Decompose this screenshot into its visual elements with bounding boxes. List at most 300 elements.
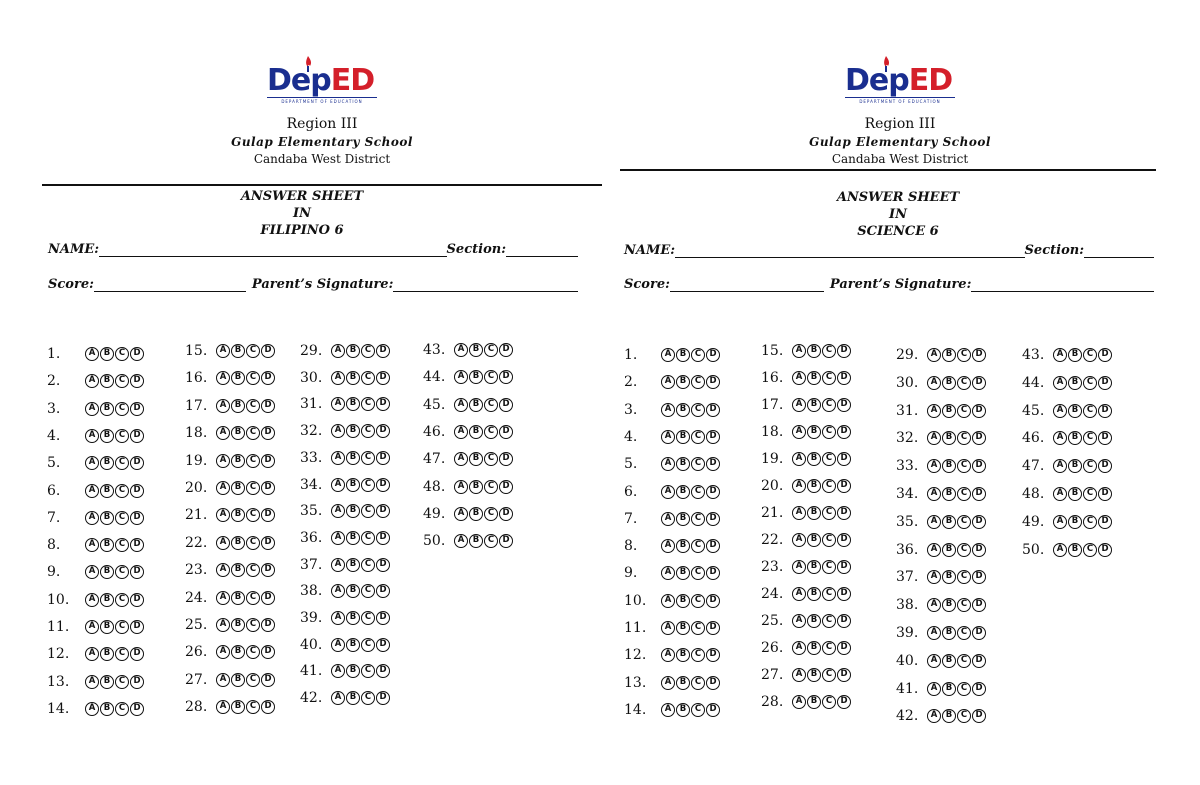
- bubble-c[interactable]: C: [484, 507, 498, 521]
- bubble-c[interactable]: C: [246, 673, 260, 687]
- bubble-d[interactable]: D: [376, 371, 390, 385]
- bubble-b[interactable]: B: [346, 531, 360, 545]
- bubble-a[interactable]: A: [1053, 404, 1067, 418]
- bubble-a[interactable]: A: [331, 504, 345, 518]
- bubble-d[interactable]: D: [376, 584, 390, 598]
- bubble-b[interactable]: B: [942, 709, 956, 723]
- bubble-a[interactable]: A: [792, 695, 806, 709]
- bubble-c[interactable]: C: [484, 398, 498, 412]
- bubble-b[interactable]: B: [231, 399, 245, 413]
- bubble-d[interactable]: D: [130, 565, 144, 579]
- bubble-b[interactable]: B: [469, 507, 483, 521]
- bubble-b[interactable]: B: [942, 626, 956, 640]
- bubble-c[interactable]: C: [361, 664, 375, 678]
- bubble-a[interactable]: A: [792, 641, 806, 655]
- bubble-d[interactable]: D: [837, 560, 851, 574]
- bubble-c[interactable]: C: [115, 484, 129, 498]
- bubble-a[interactable]: A: [331, 558, 345, 572]
- bubble-c[interactable]: C: [822, 398, 836, 412]
- bubble-a[interactable]: A: [792, 587, 806, 601]
- bubble-a[interactable]: A: [216, 481, 230, 495]
- bubble-d[interactable]: D: [261, 399, 275, 413]
- bubble-b[interactable]: B: [676, 648, 690, 662]
- bubble-d[interactable]: D: [837, 641, 851, 655]
- bubble-d[interactable]: D: [261, 618, 275, 632]
- bubble-c[interactable]: C: [957, 376, 971, 390]
- bubble-a[interactable]: A: [661, 457, 675, 471]
- bubble-d[interactable]: D: [499, 452, 513, 466]
- bubble-c[interactable]: C: [822, 533, 836, 547]
- bubble-d[interactable]: D: [706, 375, 720, 389]
- bubble-a[interactable]: A: [927, 598, 941, 612]
- bubble-c[interactable]: C: [115, 620, 129, 634]
- score-field[interactable]: [94, 278, 246, 292]
- bubble-c[interactable]: C: [822, 587, 836, 601]
- bubble-b[interactable]: B: [942, 570, 956, 584]
- bubble-c[interactable]: C: [1083, 404, 1097, 418]
- bubble-a[interactable]: A: [927, 431, 941, 445]
- bubble-a[interactable]: A: [216, 371, 230, 385]
- bubble-c[interactable]: C: [484, 370, 498, 384]
- bubble-b[interactable]: B: [469, 343, 483, 357]
- bubble-a[interactable]: A: [216, 508, 230, 522]
- bubble-a[interactable]: A: [454, 507, 468, 521]
- bubble-d[interactable]: D: [972, 348, 986, 362]
- bubble-a[interactable]: A: [661, 648, 675, 662]
- bubble-a[interactable]: A: [85, 593, 99, 607]
- bubble-a[interactable]: A: [216, 344, 230, 358]
- bubble-b[interactable]: B: [942, 487, 956, 501]
- bubble-a[interactable]: A: [216, 563, 230, 577]
- bubble-a[interactable]: A: [927, 376, 941, 390]
- bubble-b[interactable]: B: [807, 614, 821, 628]
- bubble-c[interactable]: C: [115, 456, 129, 470]
- bubble-d[interactable]: D: [837, 344, 851, 358]
- bubble-b[interactable]: B: [942, 459, 956, 473]
- bubble-c[interactable]: C: [1083, 543, 1097, 557]
- bubble-b[interactable]: B: [100, 675, 114, 689]
- bubble-d[interactable]: D: [972, 682, 986, 696]
- signature-field[interactable]: [971, 278, 1154, 292]
- bubble-b[interactable]: B: [1068, 515, 1082, 529]
- bubble-d[interactable]: D: [499, 507, 513, 521]
- bubble-a[interactable]: A: [927, 709, 941, 723]
- bubble-d[interactable]: D: [706, 566, 720, 580]
- bubble-c[interactable]: C: [361, 424, 375, 438]
- bubble-c[interactable]: C: [484, 343, 498, 357]
- bubble-c[interactable]: C: [691, 594, 705, 608]
- bubble-a[interactable]: A: [661, 430, 675, 444]
- bubble-a[interactable]: A: [331, 584, 345, 598]
- bubble-b[interactable]: B: [346, 691, 360, 705]
- bubble-d[interactable]: D: [1098, 543, 1112, 557]
- bubble-d[interactable]: D: [706, 539, 720, 553]
- bubble-a[interactable]: A: [85, 347, 99, 361]
- bubble-d[interactable]: D: [837, 398, 851, 412]
- bubble-d[interactable]: D: [130, 402, 144, 416]
- bubble-b[interactable]: B: [469, 370, 483, 384]
- bubble-c[interactable]: C: [115, 429, 129, 443]
- bubble-c[interactable]: C: [957, 543, 971, 557]
- bubble-b[interactable]: B: [676, 512, 690, 526]
- bubble-b[interactable]: B: [807, 668, 821, 682]
- bubble-c[interactable]: C: [246, 591, 260, 605]
- name-field[interactable]: [99, 243, 446, 257]
- bubble-c[interactable]: C: [822, 641, 836, 655]
- bubble-a[interactable]: A: [331, 664, 345, 678]
- bubble-d[interactable]: D: [1098, 348, 1112, 362]
- bubble-a[interactable]: A: [85, 484, 99, 498]
- bubble-a[interactable]: A: [792, 479, 806, 493]
- bubble-a[interactable]: A: [661, 703, 675, 717]
- bubble-a[interactable]: A: [927, 682, 941, 696]
- bubble-b[interactable]: B: [807, 587, 821, 601]
- bubble-d[interactable]: D: [130, 456, 144, 470]
- bubble-b[interactable]: B: [231, 591, 245, 605]
- bubble-c[interactable]: C: [822, 695, 836, 709]
- bubble-a[interactable]: A: [927, 348, 941, 362]
- bubble-c[interactable]: C: [1083, 348, 1097, 362]
- bubble-d[interactable]: D: [130, 484, 144, 498]
- bubble-a[interactable]: A: [1053, 515, 1067, 529]
- bubble-b[interactable]: B: [100, 429, 114, 443]
- bubble-d[interactable]: D: [130, 620, 144, 634]
- bubble-b[interactable]: B: [676, 485, 690, 499]
- bubble-b[interactable]: B: [1068, 404, 1082, 418]
- bubble-b[interactable]: B: [942, 654, 956, 668]
- bubble-d[interactable]: D: [972, 515, 986, 529]
- bubble-c[interactable]: C: [246, 344, 260, 358]
- bubble-a[interactable]: A: [661, 676, 675, 690]
- bubble-b[interactable]: B: [346, 611, 360, 625]
- bubble-a[interactable]: A: [85, 620, 99, 634]
- bubble-d[interactable]: D: [1098, 431, 1112, 445]
- bubble-a[interactable]: A: [216, 426, 230, 440]
- bubble-c[interactable]: C: [246, 481, 260, 495]
- bubble-d[interactable]: D: [837, 371, 851, 385]
- bubble-b[interactable]: B: [1068, 431, 1082, 445]
- bubble-b[interactable]: B: [100, 456, 114, 470]
- bubble-c[interactable]: C: [957, 459, 971, 473]
- bubble-b[interactable]: B: [676, 348, 690, 362]
- bubble-a[interactable]: A: [661, 621, 675, 635]
- bubble-c[interactable]: C: [822, 560, 836, 574]
- bubble-d[interactable]: D: [706, 621, 720, 635]
- bubble-a[interactable]: A: [454, 534, 468, 548]
- bubble-c[interactable]: C: [691, 566, 705, 580]
- bubble-b[interactable]: B: [676, 375, 690, 389]
- bubble-c[interactable]: C: [361, 558, 375, 572]
- bubble-c[interactable]: C: [691, 457, 705, 471]
- bubble-d[interactable]: D: [261, 426, 275, 440]
- bubble-b[interactable]: B: [676, 457, 690, 471]
- bubble-b[interactable]: B: [100, 484, 114, 498]
- bubble-a[interactable]: A: [216, 591, 230, 605]
- bubble-a[interactable]: A: [1053, 376, 1067, 390]
- bubble-d[interactable]: D: [706, 457, 720, 471]
- bubble-d[interactable]: D: [261, 645, 275, 659]
- bubble-a[interactable]: A: [927, 515, 941, 529]
- bubble-c[interactable]: C: [361, 691, 375, 705]
- bubble-d[interactable]: D: [499, 398, 513, 412]
- bubble-b[interactable]: B: [807, 371, 821, 385]
- bubble-d[interactable]: D: [972, 459, 986, 473]
- bubble-c[interactable]: C: [115, 675, 129, 689]
- bubble-c[interactable]: C: [115, 593, 129, 607]
- bubble-d[interactable]: D: [972, 598, 986, 612]
- bubble-b[interactable]: B: [100, 647, 114, 661]
- bubble-b[interactable]: B: [100, 620, 114, 634]
- bubble-d[interactable]: D: [499, 425, 513, 439]
- bubble-a[interactable]: A: [216, 673, 230, 687]
- bubble-b[interactable]: B: [807, 398, 821, 412]
- bubble-c[interactable]: C: [1083, 459, 1097, 473]
- bubble-c[interactable]: C: [361, 478, 375, 492]
- bubble-b[interactable]: B: [942, 515, 956, 529]
- bubble-a[interactable]: A: [1053, 459, 1067, 473]
- bubble-a[interactable]: A: [661, 566, 675, 580]
- bubble-b[interactable]: B: [469, 398, 483, 412]
- bubble-a[interactable]: A: [454, 370, 468, 384]
- bubble-a[interactable]: A: [927, 404, 941, 418]
- bubble-d[interactable]: D: [130, 374, 144, 388]
- bubble-d[interactable]: D: [972, 543, 986, 557]
- bubble-a[interactable]: A: [792, 668, 806, 682]
- bubble-a[interactable]: A: [792, 425, 806, 439]
- bubble-c[interactable]: C: [957, 709, 971, 723]
- bubble-b[interactable]: B: [942, 348, 956, 362]
- bubble-b[interactable]: B: [100, 347, 114, 361]
- bubble-b[interactable]: B: [100, 538, 114, 552]
- bubble-b[interactable]: B: [942, 543, 956, 557]
- bubble-b[interactable]: B: [676, 430, 690, 444]
- bubble-d[interactable]: D: [376, 397, 390, 411]
- bubble-a[interactable]: A: [1053, 348, 1067, 362]
- bubble-c[interactable]: C: [691, 512, 705, 526]
- bubble-c[interactable]: C: [246, 399, 260, 413]
- bubble-c[interactable]: C: [484, 480, 498, 494]
- bubble-b[interactable]: B: [231, 454, 245, 468]
- bubble-a[interactable]: A: [454, 425, 468, 439]
- bubble-b[interactable]: B: [346, 451, 360, 465]
- bubble-a[interactable]: A: [661, 375, 675, 389]
- bubble-b[interactable]: B: [231, 618, 245, 632]
- bubble-b[interactable]: B: [231, 481, 245, 495]
- section-field[interactable]: [1084, 244, 1154, 258]
- bubble-b[interactable]: B: [100, 374, 114, 388]
- bubble-b[interactable]: B: [676, 403, 690, 417]
- bubble-d[interactable]: D: [376, 558, 390, 572]
- bubble-c[interactable]: C: [246, 371, 260, 385]
- bubble-d[interactable]: D: [376, 664, 390, 678]
- bubble-c[interactable]: C: [246, 536, 260, 550]
- bubble-b[interactable]: B: [346, 504, 360, 518]
- bubble-c[interactable]: C: [691, 430, 705, 444]
- bubble-d[interactable]: D: [837, 479, 851, 493]
- bubble-d[interactable]: D: [376, 424, 390, 438]
- bubble-a[interactable]: A: [85, 675, 99, 689]
- bubble-b[interactable]: B: [807, 533, 821, 547]
- bubble-a[interactable]: A: [1053, 543, 1067, 557]
- bubble-d[interactable]: D: [261, 454, 275, 468]
- bubble-d[interactable]: D: [1098, 459, 1112, 473]
- bubble-c[interactable]: C: [957, 515, 971, 529]
- bubble-b[interactable]: B: [100, 402, 114, 416]
- bubble-d[interactable]: D: [972, 626, 986, 640]
- bubble-c[interactable]: C: [115, 647, 129, 661]
- bubble-d[interactable]: D: [706, 403, 720, 417]
- bubble-b[interactable]: B: [676, 621, 690, 635]
- bubble-d[interactable]: D: [261, 481, 275, 495]
- bubble-c[interactable]: C: [691, 676, 705, 690]
- bubble-a[interactable]: A: [216, 645, 230, 659]
- bubble-a[interactable]: A: [661, 348, 675, 362]
- bubble-a[interactable]: A: [792, 506, 806, 520]
- bubble-a[interactable]: A: [927, 543, 941, 557]
- bubble-a[interactable]: A: [331, 691, 345, 705]
- bubble-d[interactable]: D: [837, 506, 851, 520]
- bubble-d[interactable]: D: [706, 676, 720, 690]
- bubble-a[interactable]: A: [792, 398, 806, 412]
- bubble-d[interactable]: D: [499, 370, 513, 384]
- bubble-d[interactable]: D: [837, 452, 851, 466]
- bubble-b[interactable]: B: [231, 426, 245, 440]
- bubble-b[interactable]: B: [469, 480, 483, 494]
- bubble-a[interactable]: A: [216, 618, 230, 632]
- bubble-b[interactable]: B: [231, 344, 245, 358]
- bubble-b[interactable]: B: [942, 376, 956, 390]
- bubble-c[interactable]: C: [246, 645, 260, 659]
- bubble-b[interactable]: B: [807, 479, 821, 493]
- bubble-a[interactable]: A: [331, 451, 345, 465]
- bubble-d[interactable]: D: [130, 538, 144, 552]
- bubble-c[interactable]: C: [822, 479, 836, 493]
- bubble-c[interactable]: C: [691, 403, 705, 417]
- bubble-a[interactable]: A: [331, 344, 345, 358]
- bubble-b[interactable]: B: [231, 563, 245, 577]
- bubble-a[interactable]: A: [85, 702, 99, 716]
- bubble-a[interactable]: A: [661, 403, 675, 417]
- bubble-b[interactable]: B: [231, 645, 245, 659]
- bubble-b[interactable]: B: [100, 702, 114, 716]
- bubble-a[interactable]: A: [216, 700, 230, 714]
- bubble-d[interactable]: D: [837, 533, 851, 547]
- bubble-b[interactable]: B: [231, 673, 245, 687]
- bubble-a[interactable]: A: [454, 343, 468, 357]
- bubble-c[interactable]: C: [822, 614, 836, 628]
- signature-field[interactable]: [393, 278, 578, 292]
- bubble-c[interactable]: C: [115, 565, 129, 579]
- bubble-b[interactable]: B: [346, 584, 360, 598]
- bubble-a[interactable]: A: [792, 614, 806, 628]
- bubble-c[interactable]: C: [957, 570, 971, 584]
- bubble-d[interactable]: D: [1098, 376, 1112, 390]
- bubble-d[interactable]: D: [837, 695, 851, 709]
- bubble-a[interactable]: A: [792, 452, 806, 466]
- bubble-d[interactable]: D: [1098, 404, 1112, 418]
- bubble-b[interactable]: B: [676, 594, 690, 608]
- bubble-a[interactable]: A: [454, 398, 468, 412]
- bubble-d[interactable]: D: [261, 508, 275, 522]
- bubble-a[interactable]: A: [331, 424, 345, 438]
- bubble-b[interactable]: B: [231, 700, 245, 714]
- bubble-d[interactable]: D: [261, 344, 275, 358]
- bubble-a[interactable]: A: [331, 638, 345, 652]
- bubble-d[interactable]: D: [972, 709, 986, 723]
- bubble-d[interactable]: D: [972, 487, 986, 501]
- bubble-c[interactable]: C: [246, 618, 260, 632]
- bubble-d[interactable]: D: [972, 404, 986, 418]
- bubble-a[interactable]: A: [85, 647, 99, 661]
- bubble-b[interactable]: B: [346, 371, 360, 385]
- bubble-d[interactable]: D: [706, 512, 720, 526]
- bubble-c[interactable]: C: [957, 348, 971, 362]
- bubble-a[interactable]: A: [216, 399, 230, 413]
- bubble-a[interactable]: A: [331, 478, 345, 492]
- bubble-d[interactable]: D: [261, 536, 275, 550]
- bubble-a[interactable]: A: [927, 626, 941, 640]
- bubble-d[interactable]: D: [376, 344, 390, 358]
- bubble-a[interactable]: A: [661, 512, 675, 526]
- bubble-c[interactable]: C: [691, 621, 705, 635]
- bubble-a[interactable]: A: [792, 560, 806, 574]
- bubble-b[interactable]: B: [1068, 487, 1082, 501]
- bubble-c[interactable]: C: [691, 485, 705, 499]
- bubble-c[interactable]: C: [957, 598, 971, 612]
- bubble-d[interactable]: D: [837, 668, 851, 682]
- bubble-d[interactable]: D: [972, 431, 986, 445]
- bubble-d[interactable]: D: [1098, 515, 1112, 529]
- bubble-d[interactable]: D: [837, 425, 851, 439]
- bubble-b[interactable]: B: [942, 682, 956, 696]
- bubble-b[interactable]: B: [469, 452, 483, 466]
- bubble-c[interactable]: C: [1083, 515, 1097, 529]
- bubble-a[interactable]: A: [1053, 431, 1067, 445]
- bubble-d[interactable]: D: [130, 593, 144, 607]
- bubble-d[interactable]: D: [261, 700, 275, 714]
- bubble-b[interactable]: B: [100, 593, 114, 607]
- bubble-b[interactable]: B: [676, 539, 690, 553]
- bubble-b[interactable]: B: [346, 424, 360, 438]
- bubble-a[interactable]: A: [792, 533, 806, 547]
- bubble-b[interactable]: B: [676, 703, 690, 717]
- bubble-c[interactable]: C: [822, 344, 836, 358]
- bubble-c[interactable]: C: [484, 425, 498, 439]
- bubble-a[interactable]: A: [927, 487, 941, 501]
- bubble-c[interactable]: C: [246, 563, 260, 577]
- bubble-c[interactable]: C: [361, 611, 375, 625]
- bubble-b[interactable]: B: [807, 425, 821, 439]
- bubble-b[interactable]: B: [807, 560, 821, 574]
- name-field[interactable]: [675, 244, 1024, 258]
- bubble-c[interactable]: C: [361, 344, 375, 358]
- bubble-b[interactable]: B: [231, 536, 245, 550]
- bubble-d[interactable]: D: [972, 654, 986, 668]
- bubble-c[interactable]: C: [361, 371, 375, 385]
- bubble-d[interactable]: D: [130, 647, 144, 661]
- bubble-d[interactable]: D: [837, 587, 851, 601]
- bubble-c[interactable]: C: [115, 402, 129, 416]
- bubble-b[interactable]: B: [807, 344, 821, 358]
- bubble-d[interactable]: D: [261, 563, 275, 577]
- bubble-d[interactable]: D: [130, 702, 144, 716]
- bubble-a[interactable]: A: [661, 539, 675, 553]
- bubble-d[interactable]: D: [837, 614, 851, 628]
- bubble-d[interactable]: D: [261, 591, 275, 605]
- bubble-d[interactable]: D: [499, 534, 513, 548]
- bubble-d[interactable]: D: [499, 343, 513, 357]
- bubble-a[interactable]: A: [331, 397, 345, 411]
